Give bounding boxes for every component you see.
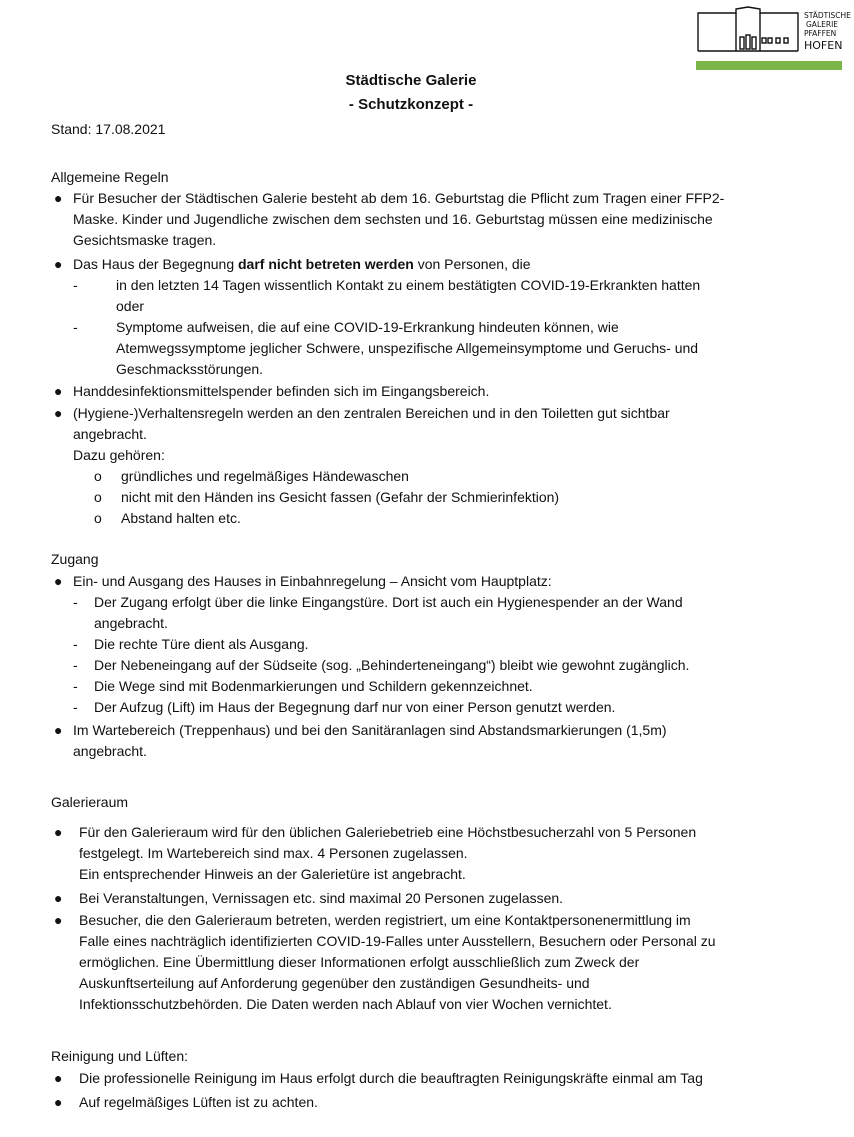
rule-text: Maske. Kinder und Jugendliche zwischen dem sechsten und 16. Geburtstag müssen eine medizinische <box>73 211 713 227</box>
rule-text: in den letzten 14 Tagen wissentlich Kontakt zu einem bestätigten COVID-19-Erkrankten hatten <box>116 277 701 293</box>
dash-marker: - <box>73 277 78 293</box>
rule-text: Atemwegssymptome jeglicher Schwere, unspezifische Allgemeinsymptome und Geruchs- und <box>116 340 699 356</box>
rule-text: Der Aufzug (Lift) im Haus der Begegnung darf nur von einer Person genutzt werden. <box>94 699 616 715</box>
bullet-dot: ● <box>54 1070 63 1086</box>
section-heading-allgemein: Allgemeine Regeln <box>51 169 169 185</box>
rule-text: Der Nebeneingang auf der Südseite (sog. „Behinderteneingang“) bleibt wie gewohnt zugänglich. <box>94 657 690 673</box>
rule-text: ermöglichen. Eine Übermittlung dieser Informationen erfolgt ausschließlich zum Zweck der <box>79 954 640 970</box>
rule-text: Auf regelmäßiges Lüften ist zu achten. <box>79 1094 318 1110</box>
bullet-dot: ● <box>54 573 63 589</box>
rule-text: Besucher, die den Galerieraum betreten, werden registriert, um eine Kontaktpersonenermittlung im <box>79 912 691 928</box>
bullet-dot: ● <box>54 1094 63 1110</box>
rule-text: gründliches und regelmäßiges Händewaschen <box>121 468 409 484</box>
dash-marker: - <box>73 594 78 610</box>
date-stamp: Stand: 17.08.2021 <box>51 121 166 137</box>
rule-text: Für Besucher der Städtischen Galerie besteht ab dem 16. Geburtstag die Pflicht zum Tragen einer FFP2- <box>73 190 725 206</box>
section-heading-reinigung: Reinigung und Lüften: <box>51 1048 188 1064</box>
bullet-dot: ● <box>54 405 63 421</box>
rule-text: Die rechte Türe dient als Ausgang. <box>94 636 309 652</box>
logo-text-3: PFAFFEN <box>804 29 837 38</box>
page-title: Städtische Galerie <box>345 72 477 89</box>
circle-marker: o <box>94 468 102 484</box>
rule-text: Bei Veranstaltungen, Vernissagen etc. sind maximal 20 Personen zugelassen. <box>79 890 564 906</box>
rule-text: Für den Galerieraum wird für den üblichen Galeriebetrieb eine Höchstbesucherzahl von 5 Personen <box>79 824 697 840</box>
rule-text: Ein- und Ausgang des Hauses in Einbahnregelung – Ansicht vom Hauptplatz: <box>73 573 552 589</box>
rule-text: festgelegt. Im Wartebereich sind max. 4 Personen zugelassen. <box>79 845 468 861</box>
rule-text: Das Haus der Begegnung darf nicht betreten werden von Personen, die <box>73 256 531 272</box>
rule-text: Dazu gehören: <box>73 447 165 463</box>
dash-marker: - <box>73 636 78 652</box>
rule-text: angebracht. <box>94 615 168 631</box>
bullet-dot: ● <box>54 383 63 399</box>
bullet-dot: ● <box>54 256 63 272</box>
rule-text: angebracht. <box>73 426 147 442</box>
circle-marker: o <box>94 510 102 526</box>
rule-text: oder <box>116 298 145 314</box>
rule-text: Der Zugang erfolgt über die linke Eingangstüre. Dort ist auch ein Hygienespender an der Wand <box>94 594 683 610</box>
rule-text: Geschmacksstörungen. <box>116 361 264 377</box>
rule-text: Auskunftserteilung auf Anforderung gegenüber den zuständigen Gesundheits- und <box>79 975 590 991</box>
section-heading-zugang: Zugang <box>51 551 99 567</box>
rule-text: Falle eines nachträglich identifizierten COVID-19-Falles unter Ausstellern, Besuchern oder Personal zu <box>79 933 716 949</box>
dash-marker: - <box>73 319 78 335</box>
bullet-dot: ● <box>54 912 63 928</box>
rule-text: angebracht. <box>73 743 147 759</box>
logo-text-2: GALERIE <box>806 20 839 29</box>
rule-text: nicht mit den Händen ins Gesicht fassen (Gefahr der Schmierinfektion) <box>121 489 560 505</box>
rule-text: (Hygiene-)Verhaltensregeln werden an den zentralen Bereichen und in den Toiletten gut sichtbar <box>73 405 670 421</box>
bullet-dot: ● <box>54 190 63 206</box>
section-heading-galerie: Galerieraum <box>51 794 129 810</box>
rule-text: Im Wartebereich (Treppenhaus) und bei den Sanitäranlagen sind Abstandsmarkierungen (1,5m) <box>73 722 667 738</box>
page-subtitle: - Schutzkonzept - <box>348 96 474 113</box>
rule-text: Handdesinfektionsmittelspender befinden sich im Eingangsbereich. <box>73 383 490 399</box>
logo-text-1: STÄDTISCHE <box>804 11 851 20</box>
dash-marker: - <box>73 678 78 694</box>
logo-text-4: HOFEN <box>804 39 843 52</box>
rule-text: Gesichtsmaske tragen. <box>73 232 217 248</box>
rule-text: Ein entsprechender Hinweis an der Galerietüre ist angebracht. <box>79 866 466 882</box>
bullet-dot: ● <box>54 722 63 738</box>
bullet-dot: ● <box>54 824 63 840</box>
rule-text: Infektionsschutzbehörden. Die Daten werden nach Ablauf von vier Wochen vernichtet. <box>79 996 612 1012</box>
dash-marker: - <box>73 657 78 673</box>
rule-text: Symptome aufweisen, die auf eine COVID-19-Erkrankung hindeuten können, wie <box>116 319 619 335</box>
rule-text: Die Wege sind mit Bodenmarkierungen und Schildern gekennzeichnet. <box>94 678 533 694</box>
rule-text: Die professionelle Reinigung im Haus erfolgt durch die beauftragten Reinigungskräfte einmal am Tag <box>79 1070 703 1086</box>
dash-marker: - <box>73 699 78 715</box>
rule-text: Abstand halten etc. <box>121 510 241 526</box>
circle-marker: o <box>94 489 102 505</box>
logo-accent-bar <box>696 61 842 70</box>
bullet-dot: ● <box>54 890 63 906</box>
